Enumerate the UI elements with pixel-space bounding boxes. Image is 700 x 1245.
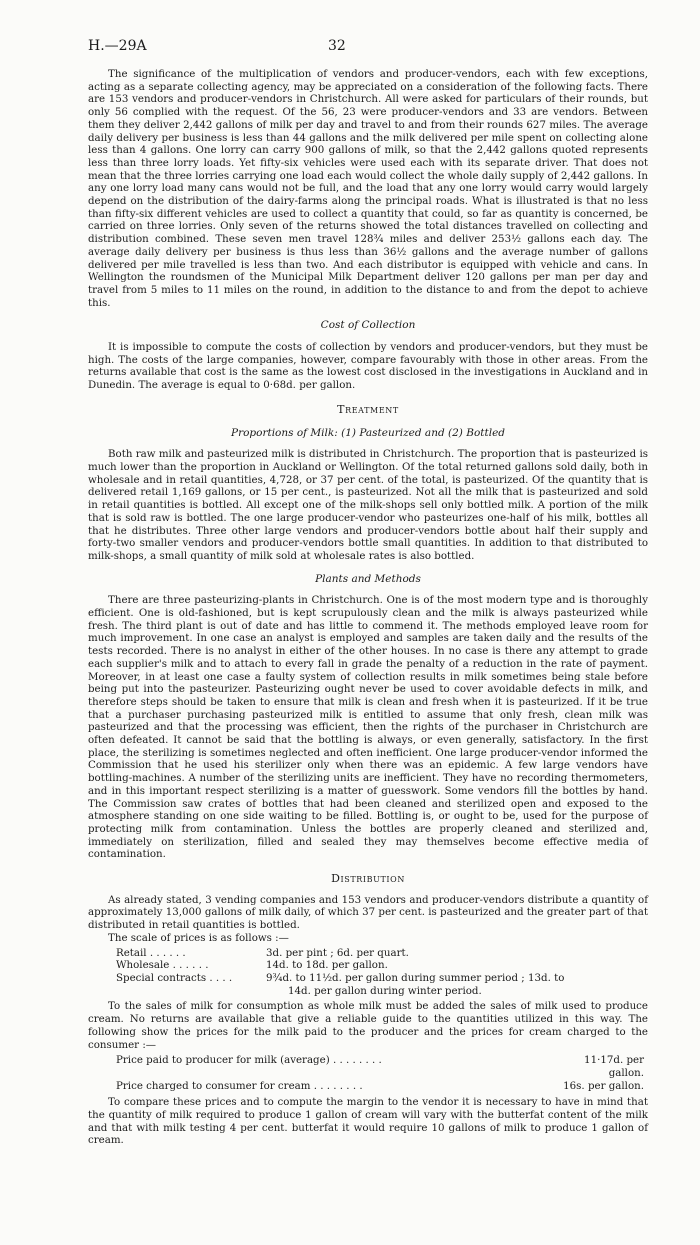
cream-price-value: 16s. per gallon. (563, 1079, 644, 1092)
document-body (88, 68, 648, 1147)
heading-distribution: Distribution (331, 872, 405, 886)
distribution-paragraph: As already stated, 3 vending companies and 153 vendors and producer-vendors distribute a quantity of approximately 13,000 gallons of milk daily, of which 37 per cent. is pasteurized and the greater part of that distributed in retail quantities is bottled. (88, 893, 648, 932)
cream-price-row (116, 1054, 648, 1079)
price-scale-list (116, 947, 648, 998)
plants-paragraph: There are three pasteurizing-plants in Christchurch. One is of the most modern type and is thoroughly efficient. One is old-fashioned, but is kept scrupulously clean and the milk is always pasteurized while fresh. The third plant is out of date and has little to commend it. The methods employed leave room for much improvement. In one case an analyst is employed and samples are taken daily and the results of the tests recorded. There is no analyst in either of the other houses. In no case is there any attempt to grade each supplier's milk and to attach to every fall in grade the penalty of a reduction in the rate of payment. Moreover, in at least one case a faulty system of collection results in milk sometimes being stale before being put into the pasteurizer. Pasteurizing ought never be used to cover avoidable defects in milk, and therefore steps should be taken to ensure that milk is clean and fresh when it is pasteurized. If it be true that a purchaser purchasing pasteurized milk is entitled to assume that only fresh, clean milk was pasteurized and that the processing was efficient, then the rights of the purchaser in Christchurch are often defeated. It cannot be said that the bottling is always, or even generally, satisfactory. In the first place, the sterilizing is sometimes neglected and often inefficient. One large producer-vendor informed the Commission that he used his sterilizer only when there was an epidemic. A few large vendors have bottling-machines. A number of the sterilizing units are inefficient. They have no recording thermometers, and in this important respect sterilizing is a matter of guesswork. Some vendors fill the bottles by hand. The Commission saw crates of bottles that had been cleaned and sterilized open and exposed to the atmosphere standing on one side waiting to be filled. Bottling is, or ought to be, used for the purpose of protecting milk from contamination. Unless the bottles are properly cleaned and sterilized and, immediately on sterilization, filled and sealed they may themselves become effective media of contamination. (88, 594, 648, 861)
cream-price-list (116, 1054, 648, 1092)
price-value-group (266, 972, 648, 997)
price-row (116, 972, 648, 997)
cream-price-row (116, 1080, 648, 1093)
cost-paragraph: It is impossible to compute the costs of collection by vendors and producer-vendors, but they must be high. The costs of the large companies, however, compare favourably with those in other areas. From the returns available that cost is the same as the lowest cost disclosed in the investigations in Auckland and in Dunedin. The average is equal to 0·68d. per gallon. (88, 341, 648, 392)
cream-paragraph: To the sales of milk for consumption as whole milk must be added the sales of milk used to produce cream. No returns are available that give a reliable guide to the quantities utilized in this way. The following show the prices for the milk paid to the producer and the prices for cream charged to the consumer :— (88, 1000, 648, 1051)
intro-paragraph: The significance of the multiplication of vendors and producer-vendors, each with few exceptions, acting as a separate collecting agency, may be appreciated on a consideration of the following facts. There are 153 vendors and producer-vendors in Christchurch. All were asked for particulars of their rounds, but only 56 complied with the request. Of the 56, 23 were producer-vendors and 33 are vendors. Between them they deliver 2,442 gallons of milk per day and travel to and from their rounds 627 miles. The average daily delivery per business is less than 44 gallons and the milk delivered per mile spent on collecting alone less than 4 gallons. One lorry can carry 900 gallons of milk, so that the 2,442 gallons quoted represents less than three lorry loads. Yet fifty-six vehicles were used each with its separate driver. That does not mean that the three lorries carrying one load each would collect the whole daily supply of 2,442 gallons. In any one lorry load many cans would not be full, and the load that any one lorry would carry would largely depend on the distribution of the dairy-farms along the principal roads. What is illustrated is that no less than fifty-six different vehicles are used to collect a quantity that could, so far as quantity is concerned, be carried on three lorries. Only seven of the returns showed the total distances travelled on collecting and distribution combined. These seven men travel 128¾ miles and deliver 253½ gallons each day. The average daily delivery per business is thus less than 36½ gallons and the average number of gallons delivered per mile travelled is less than two. And each distributor is equipped with vehicle and cans. In Wellington the roundsmen of the Municipal Milk Department deliver 120 gallons per man per day and travel from 5 miles to 11 miles on the round, in addition to the distance to and from the depot to achieve this. (88, 68, 648, 309)
scale-intro: The scale of prices is as follows :— (108, 931, 289, 944)
cream-price-label: Price paid to producer for milk (average) . . . . . . . . (116, 1054, 382, 1067)
heading-plants-and-methods: Plants and Methods (315, 572, 421, 585)
price-row (116, 959, 648, 972)
heading-proportions: Proportions of Milk: (1) Pasteurized and (2) Bottled (231, 426, 505, 439)
price-label: Special contracts . . . . (116, 972, 233, 984)
heading-cost-of-collection: Cost of Collection (320, 319, 416, 332)
price-label: Retail . . . . . . (116, 946, 186, 959)
price-value: 9¾d. to 11½d. per gallon during summer period ; 13d. to (266, 972, 565, 984)
price-label: Wholesale . . . . . . (116, 959, 209, 972)
document-reference: H.—29A (88, 38, 147, 54)
cream-price-value: 11·17d. per gallon. (584, 1054, 644, 1079)
page-header (88, 38, 660, 58)
price-value-continuation: 14d. per gallon during winter period. (288, 984, 482, 997)
cream-price-label: Price charged to consumer for cream . . . . . . . . (116, 1079, 363, 1092)
heading-treatment: Treatment (337, 402, 399, 416)
price-row (116, 947, 648, 960)
price-value: 14d. to 18d. per gallon. (266, 959, 388, 972)
page-number: 32 (328, 38, 346, 54)
closing-paragraph: To compare these prices and to compute the margin to the vendor it is necessary to have in mind that the quantity of milk required to produce 1 gallon of cream will vary with the butterfat content of the milk and that with milk testing 4 per cent. butterfat it would require 10 gallons of milk to produce 1 gallon of cream. (88, 1096, 648, 1147)
proportions-paragraph: Both raw milk and pasteurized milk is distributed in Christchurch. The proportion that is pasteurized is much lower than the proportion in Auckland or Wellington. Of the total returned gallons sold daily, both in wholesale and in retail quantities, 4,728, or 37 per cent. of the total, is pasteurized. Of the quantity that is delivered retail 1,169 gallons, or 15 per cent., is pasteurized. Not all the milk that is pasteurized and sold in retail quantities is bottled. All except one of the milk-shops sell only bottled milk. A portion of the milk that is sold raw is bottled. The one large producer-vendor who pasteurizes one-half of his milk, bottles all that he distributes. Three other large vendors and producer-vendors bottle about half their supply and forty-two smaller vendors and producer-vendors bottle small quantities. In addition to that distributed to milk-shops, a small quantity of milk sold at wholesale rates is also bottled. (88, 448, 648, 562)
price-value: 3d. per pint ; 6d. per quart. (266, 946, 409, 959)
